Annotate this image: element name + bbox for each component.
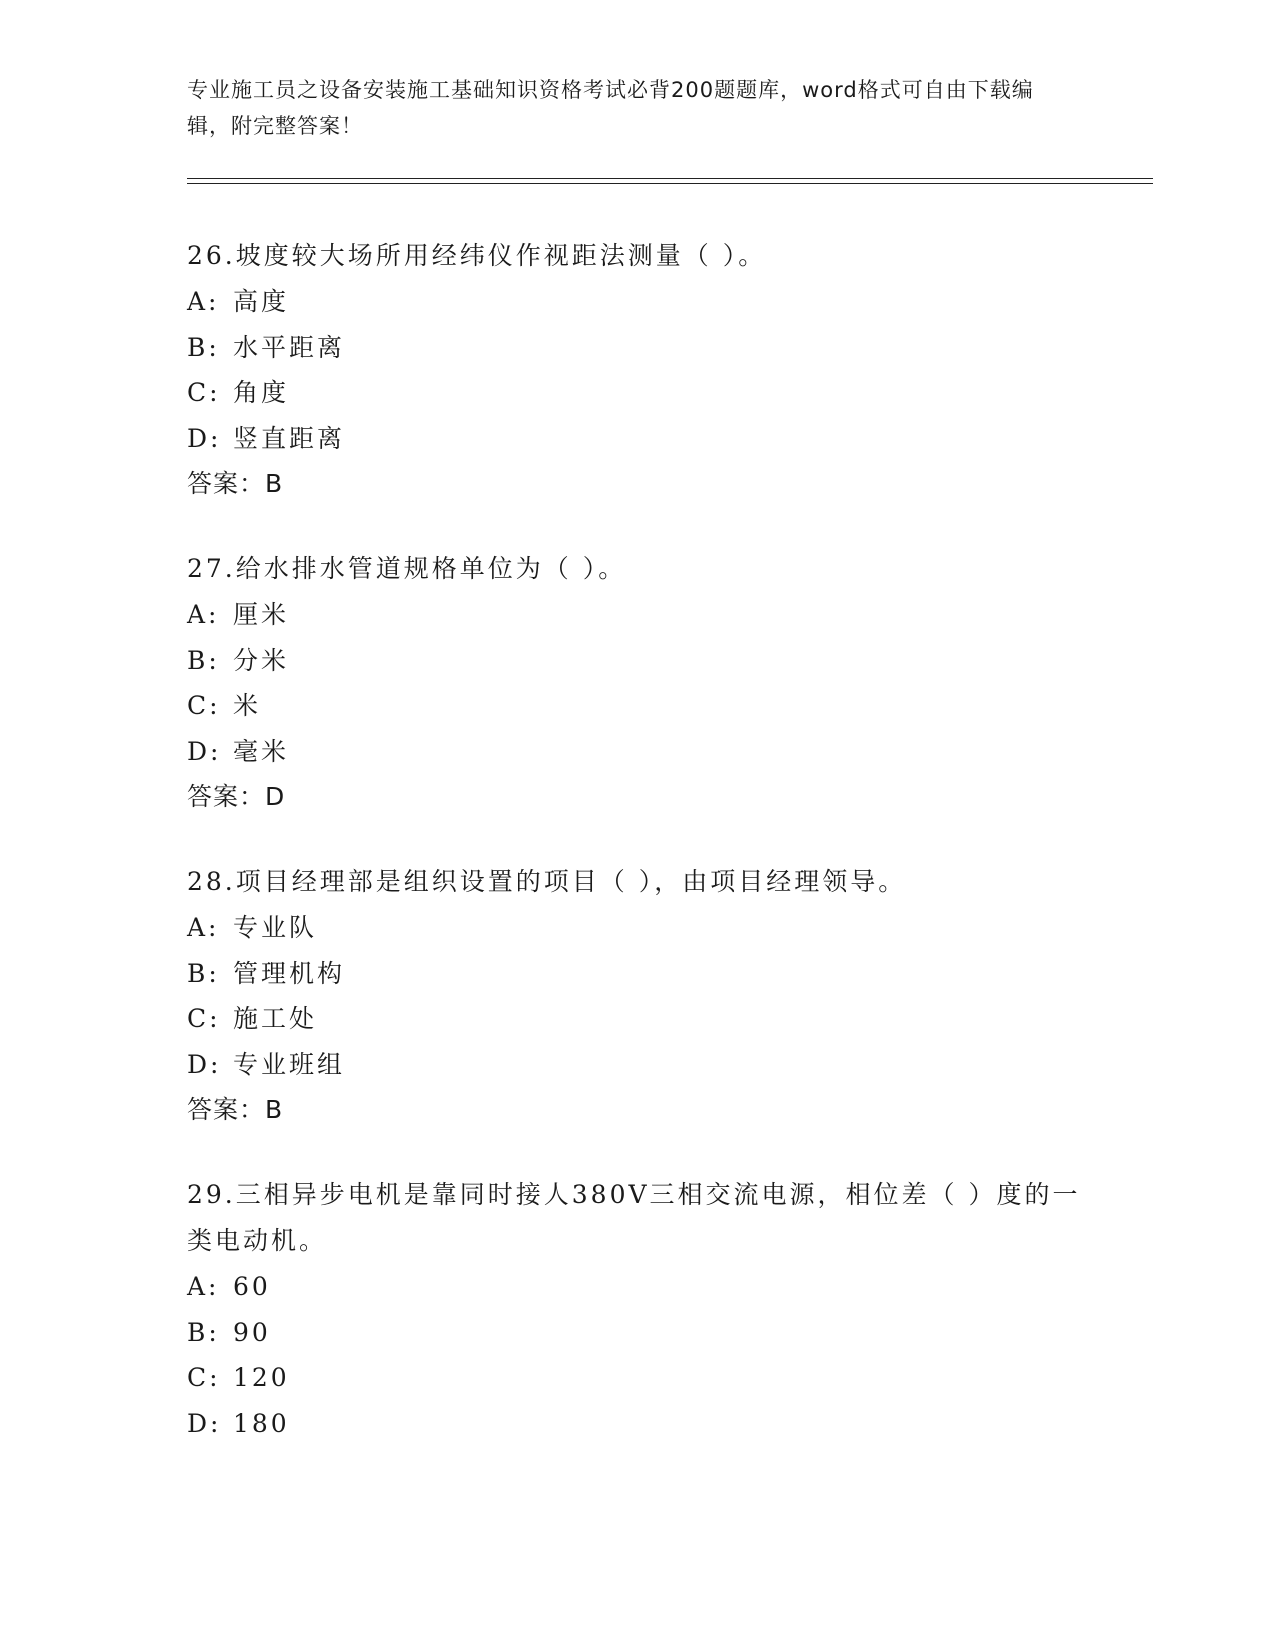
option-text: 90 [233, 1317, 271, 1347]
option-letter: D: [187, 736, 222, 766]
option-b [187, 1310, 1087, 1356]
option-letter: D: [187, 1049, 222, 1079]
option-b [187, 951, 1087, 997]
option-letter: C: [187, 378, 221, 407]
option-a [187, 279, 1087, 325]
option-d [187, 416, 1087, 462]
question-stem: 27.给水排水管道规格单位为（ ）。 [187, 554, 627, 583]
option-text: 高度 [233, 287, 290, 316]
option-text: 水平距离 [233, 332, 346, 362]
option-b [187, 325, 1087, 371]
option-a [187, 1264, 1087, 1310]
option-letter: B: [187, 332, 220, 362]
question-stem: 28.项目经理部是组织设置的项目（ ），由项目经理领导。 [187, 867, 907, 896]
option-letter: C: [187, 691, 221, 720]
document-header [187, 72, 1067, 144]
answer-line: 答案：B [187, 1095, 284, 1124]
question-26 [187, 233, 1087, 507]
option-text: 施工处 [233, 1004, 318, 1033]
option-letter: C: [187, 1363, 221, 1392]
option-text: 60 [233, 1272, 271, 1301]
option-text: 专业队 [233, 913, 318, 942]
option-text: 角度 [233, 378, 290, 407]
option-letter: A: [187, 600, 220, 629]
header-text: 专业施工员之设备安装施工基础知识资格考试必背200题题库，word格式可自由下载编辑，附完整答案！ [187, 78, 1034, 138]
option-d [187, 729, 1087, 775]
question-28 [187, 859, 1087, 1133]
option-letter: D: [187, 1408, 222, 1438]
option-a [187, 905, 1087, 951]
option-c [187, 996, 1087, 1042]
option-text: 180 [233, 1408, 290, 1438]
question-stem: 26.坡度较大场所用经纬仪作视距法测量（ ）。 [187, 241, 767, 270]
answer-line: 答案：D [187, 782, 286, 811]
option-d [187, 1401, 1087, 1447]
option-d [187, 1042, 1087, 1088]
question-29 [187, 1172, 1087, 1446]
option-text: 专业班组 [233, 1049, 346, 1079]
option-letter: D: [187, 423, 222, 453]
header-divider-top [187, 178, 1153, 179]
option-letter: A: [187, 287, 220, 316]
question-stem: 29.三相异步电机是靠同时接人380V三相交流电源，相位差（ ）度的一类电动机。 [187, 1180, 1081, 1255]
option-a [187, 592, 1087, 638]
answer-line: 答案：B [187, 469, 284, 498]
option-text: 竖直距离 [233, 423, 346, 453]
option-letter: C: [187, 1004, 221, 1033]
option-text: 毫米 [233, 736, 290, 766]
option-letter: A: [187, 1272, 220, 1301]
option-letter: B: [187, 645, 220, 675]
option-c [187, 683, 1087, 729]
option-c [187, 370, 1087, 416]
option-b [187, 638, 1087, 684]
question-list [187, 233, 1087, 1485]
option-letter: A: [187, 913, 220, 942]
header-divider-bottom [187, 183, 1153, 184]
option-text: 120 [233, 1363, 290, 1392]
option-text: 米 [233, 691, 262, 720]
option-text: 管理机构 [233, 958, 346, 988]
option-letter: B: [187, 1317, 220, 1347]
option-text: 厘米 [233, 600, 290, 629]
question-27 [187, 546, 1087, 820]
option-letter: B: [187, 958, 220, 988]
option-text: 分米 [233, 645, 290, 675]
option-c [187, 1355, 1087, 1401]
